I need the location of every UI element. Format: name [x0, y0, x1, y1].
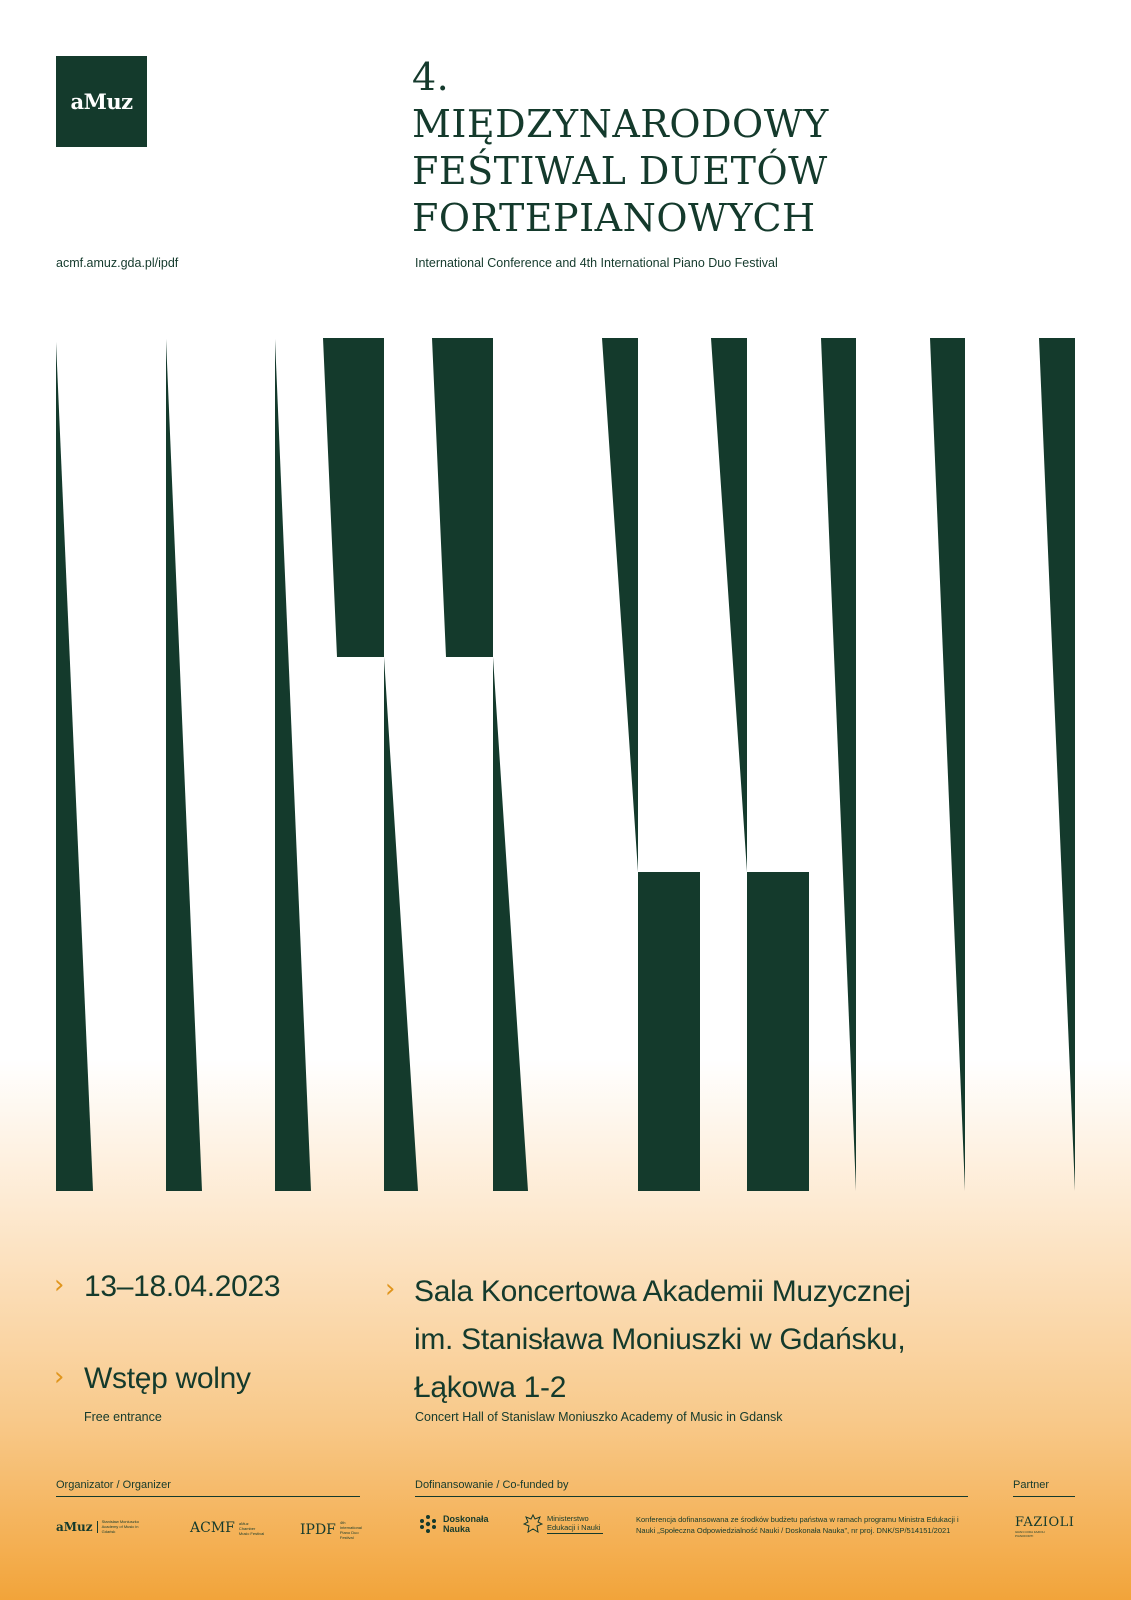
entry-info-en: Free entrance [84, 1410, 162, 1424]
ministerstwo-wordmark [547, 1514, 603, 1534]
fazioli-logo [1015, 1515, 1074, 1538]
key-shape-7 [711, 338, 809, 1191]
festival-url[interactable]: acmf.amuz.gda.pl/ipdf [56, 256, 179, 270]
key-shape-9 [930, 338, 965, 1191]
doskonala-nauka-text: Doskonała Nauka [443, 1514, 489, 1534]
key-shape-10 [1039, 338, 1075, 1191]
ipdf-logo-text: IPDF [300, 1522, 336, 1538]
event-date: 13–18.04.2023 [84, 1270, 281, 1303]
fazioli-logo-caption: GRAN CODA FAZIOLI PIANOFORTI [1015, 1530, 1046, 1538]
amuz-footer-logo-caption: Stanisław Moniuszko Academy of Music in Gdańsk [101, 1519, 139, 1534]
key-shape-3 [275, 339, 311, 1191]
partner-heading: Partner [1013, 1479, 1050, 1491]
partner-divider [1013, 1496, 1075, 1497]
key-shape-8 [821, 338, 856, 1191]
venue-line-2: im. Stanisława Moniuszki w Gdańsku, [414, 1323, 906, 1356]
key-shape-1 [56, 342, 93, 1191]
amuz-footer-logo [56, 1519, 150, 1534]
key-shape-5 [432, 338, 528, 1191]
acmf-logo-caption: aMuz Chamber Music Festival [238, 1520, 265, 1536]
amuz-footer-logo-divider [97, 1521, 98, 1533]
entry-info: Wstęp wolny [84, 1362, 251, 1395]
eagle-emblem-icon [523, 1513, 543, 1535]
ipdf-logo-caption: 4th International Piano Duo Festival [339, 1520, 362, 1540]
key-shape-2 [166, 339, 202, 1191]
doskonala-nauka-logo [418, 1514, 493, 1534]
ipdf-logo [300, 1520, 368, 1540]
title-line-3: FORTEPIANOWYCH [412, 196, 816, 240]
venue-line-3: Łąkowa 1-2 [414, 1371, 567, 1404]
entry-arrow-icon: › [54, 1362, 65, 1392]
venue-arrow-icon: › [385, 1274, 396, 1304]
doskonala-nauka-icon [418, 1514, 438, 1534]
cofunded-divider [415, 1496, 968, 1497]
venue [414, 1268, 911, 1412]
key-shape-4 [323, 338, 418, 1191]
festival-subtitle: International Conference and 4th International Piano Duo Festival [415, 256, 778, 270]
acmf-logo-text: ACMF [190, 1520, 235, 1536]
fazioli-logo-text: FAZIOLI [1015, 1515, 1075, 1530]
venue-line-1: Sala Koncertowa Akademii Muzycznej [414, 1275, 911, 1308]
ministerstwo-logo [523, 1513, 603, 1535]
ministerstwo-text: Ministerstwo Edukacji i Nauki [547, 1514, 601, 1532]
amuz-footer-logo-text: aMuz [56, 1519, 93, 1534]
date-arrow-icon: › [54, 1270, 65, 1300]
title-line-1: MIĘDZYNARODOWY [412, 102, 829, 146]
title-line-2: FEŚTIWAL DUETÓW [412, 149, 828, 193]
amuz-logo-text: aMuz [70, 89, 133, 114]
acmf-logo [190, 1520, 265, 1536]
cofunded-heading: Dofinansowanie / Co-funded by [415, 1479, 569, 1491]
organizer-divider [56, 1496, 360, 1497]
organizer-heading: Organizator / Organizer [56, 1479, 171, 1491]
venue-en: Concert Hall of Stanislaw Moniuszko Academy of Music in Gdansk [415, 1410, 783, 1424]
funding-note: Konferencja dofinansowana ze środków budżetu państwa w ramach programu Ministra Edukacji i Nauki „Społeczna Odpowiedzialność Nauki / Doskonała Nauka”, nr proj. DNK/SP/514151/2021 [636, 1515, 959, 1535]
title-number: 4. [412, 55, 450, 99]
key-shape-6 [602, 338, 700, 1191]
